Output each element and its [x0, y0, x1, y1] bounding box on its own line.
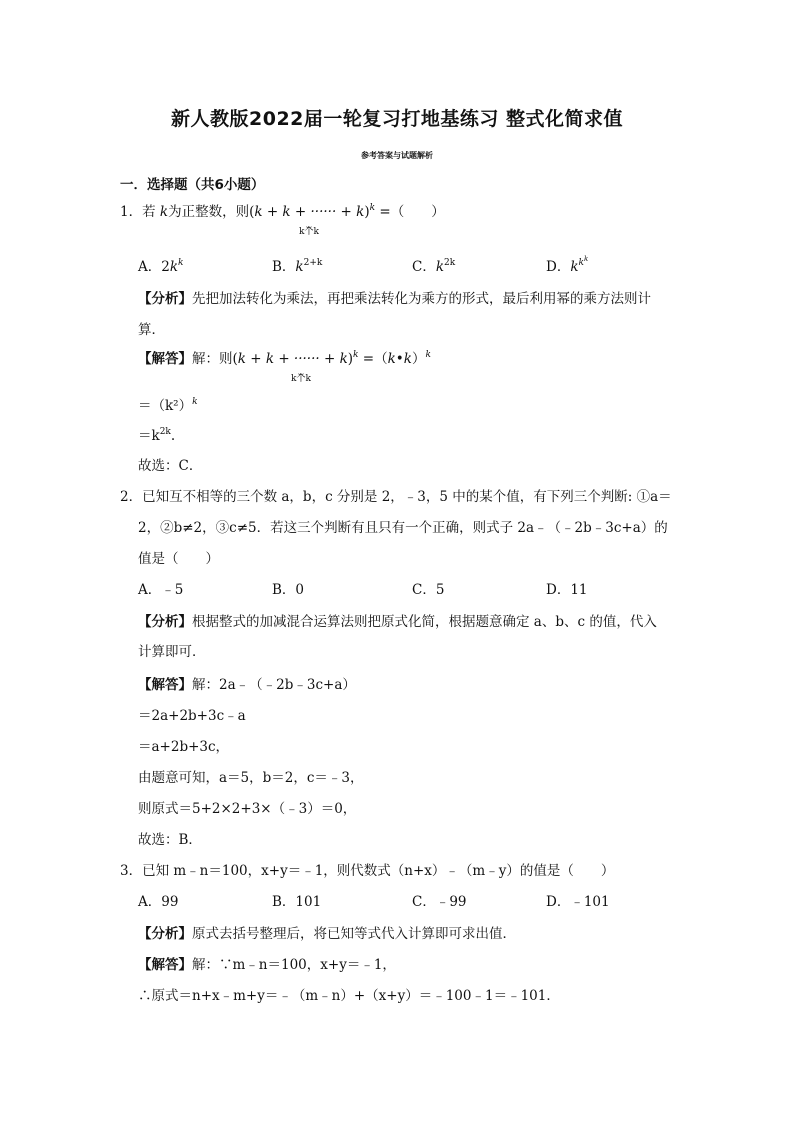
q3-option-c: C．﹣99: [412, 894, 467, 910]
q2-analysis-line-1: 【分析】根据整式的加减混合运算法则把原式化简，根据题意确定 a、b、c 的值，代入: [138, 614, 657, 630]
q2-solution-line-4: 由题意可知，a＝5，b＝2，c＝﹣3，: [138, 770, 364, 786]
q2-stem-line-1: 2．已知互不相等的三个数 a，b，c 分别是 2，﹣3，5 中的某个值，有下列三个判断: ①a＝: [120, 489, 672, 505]
q2-solution-line-3: ＝a+2b+3c，: [138, 739, 230, 755]
page-subtitle: 参考答案与试题解析: [361, 151, 433, 160]
q3-option-b: B．101: [272, 894, 322, 910]
q2-stem-line-3: 值是（ ）: [138, 551, 219, 567]
q1-option-b: B．$k^{2+k}$: [272, 258, 323, 275]
q3-option-d: D．﹣101: [546, 894, 610, 910]
q1-option-c: C．$k^{2k}$: [412, 258, 456, 275]
q1-sum-expression: k + k + ······ + k: [254, 204, 365, 220]
q2-option-b: B．0: [272, 582, 305, 598]
q1-solution-line-1: 【解答】解：则(k + k + ······ + k)$^k$ =（k•k）$^k$: [138, 350, 431, 367]
q3-stem: 3．已知 m﹣n＝100，x+y＝﹣1，则代数式（n+x）﹣（m﹣y）的值是（ ）: [120, 863, 615, 879]
section-heading: 一．选择题（共6小题）: [120, 177, 265, 193]
q3-analysis: 【分析】原式去括号整理后，将已知等式代入计算即可求出值．: [138, 926, 516, 942]
q1-stem: 1．若 k为正整数，则(k + k + ······ + k)$^k$ =（ ）: [120, 203, 445, 220]
q1-analysis-line-2: 算．: [138, 322, 165, 338]
q2-solution-line-1: 【解答】解：2a﹣（﹣2b﹣3c+a）: [138, 677, 356, 693]
q2-option-a: A．﹣5: [138, 582, 184, 598]
q2-solution-line-2: ＝2a+2b+3c﹣a: [138, 708, 246, 724]
q1-choice: 故选：C．: [138, 458, 203, 474]
q3-solution-line-2: ∴原式＝n+x﹣m+y＝﹣（m﹣n）+（x+y）＝﹣100﹣1＝﹣101．: [138, 988, 560, 1004]
q1-solution-line-3: $=k^{2k}$.: [138, 427, 176, 444]
q1-option-a: A．$2k^k$: [138, 258, 184, 275]
q1-option-d: D．$k^{k^k}$: [546, 255, 589, 275]
q2-option-d: D．11: [546, 582, 588, 598]
q1-analysis-line-1: 【分析】先把加法转化为乘法，再把乘法转化为乘方的形式，最后利用幂的乘方法则计: [138, 291, 651, 307]
q1-solution-line-2: $=(k^2)^k$: [138, 397, 198, 414]
q1-solution-underbrace: ⏟ k个k: [291, 366, 311, 384]
q2-stem-line-2: 2，②b≠2，③c≠5．若这三个判断有且只有一个正确，则式子 2a﹣（﹣2b﹣3c+a）的: [138, 520, 668, 536]
q3-option-a: A．99: [138, 894, 179, 910]
q3-solution-line-1: 【解答】解：∵m﹣n＝100，x+y＝﹣1，: [138, 957, 396, 973]
page-title: 新人教版2022届一轮复习打地基练习 整式化简求值: [171, 108, 623, 130]
q1-underbrace: ⏟ k个k: [299, 219, 319, 237]
q2-solution-line-5: 则原式＝5+2×2+3×（﹣3）＝0，: [138, 801, 357, 817]
q2-analysis-line-2: 计算即可．: [138, 644, 206, 660]
q2-choice: 故选：B．: [138, 832, 202, 848]
q2-option-c: C．5: [412, 582, 445, 598]
